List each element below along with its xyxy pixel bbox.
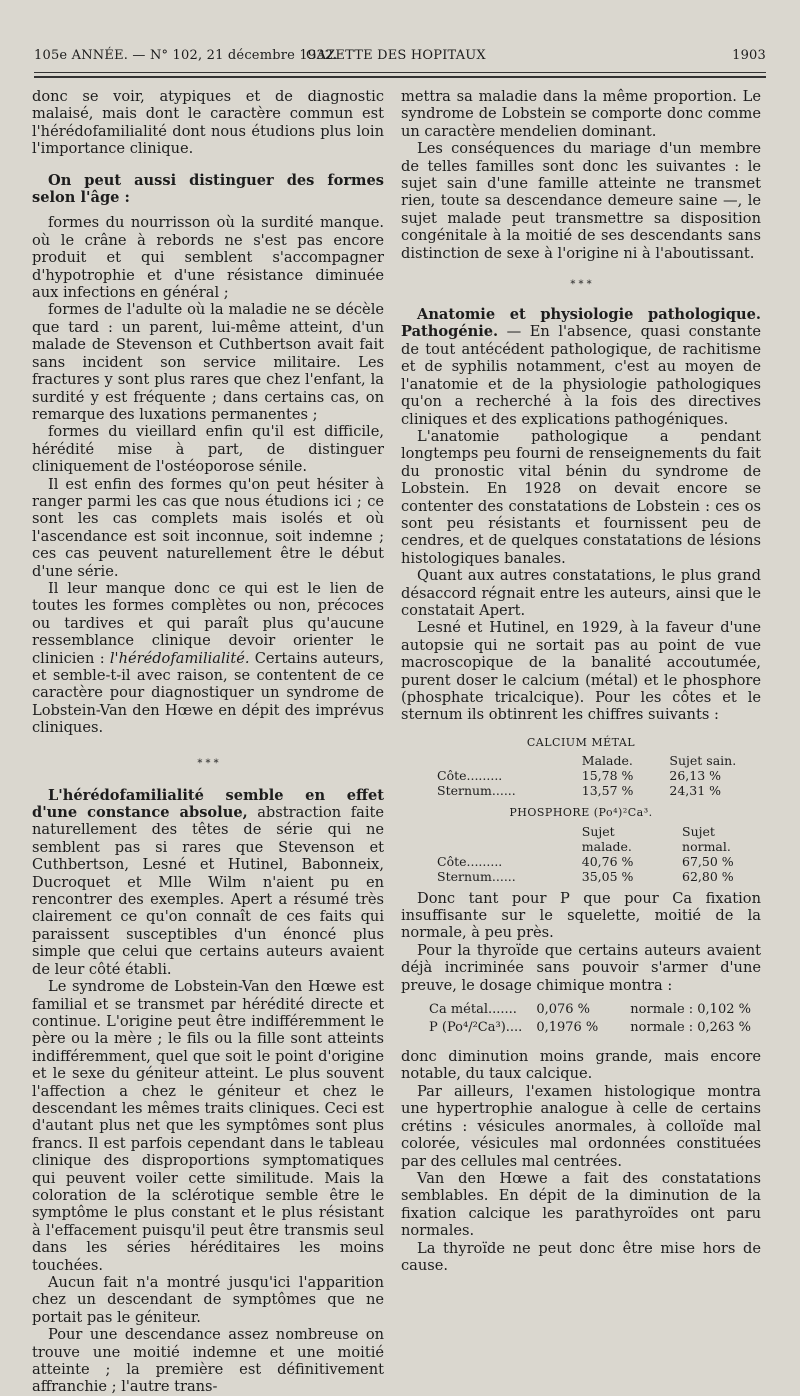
thyroid-table (421, 1000, 759, 1038)
table-row: Sternum...... 35,05 % 62,80 % (437, 868, 734, 884)
paragraph: Pour une descendance assez nombreuse on trouve une moitié indemne et une moitié atteinte ; la première est définitivement affranchie ; l'autre trans- (32, 1326, 384, 1396)
paragraph: Il leur manque donc ce qui est le lien de toutes les formes complètes ou non, précoces ou tardives et qui paraît plus qu'aucune ressemblance clinique devoir orienter le clinicien : l'hérédofamilialité. Certains auteurs, et semble-t-il avec raison, se contentent de ce caractère pour diagnostiquer un syndrome de Lobstein-Van den Hœwe en dépit des imprévus cliniques. (32, 579, 384, 737)
paragraph: Par ailleurs, l'examen histologique montra une hypertrophie analogue à celle de certains crétins : vésicules anormales, à colloïde mal colorée, vésicules mal ordonnées constituées par des cellules mal centrées. (401, 1082, 761, 1170)
left-column (32, 88, 384, 1396)
paragraph: L'anatomie pathologique a pendant longtemps peu fourni de renseignements du fait du pronostic vital bénin du syndrome de Lobstein. En 1928 on devait encore se contenter des constatations de Lobstein : ces os sont peu résistants et fournissent peu de cendres, et de quelques constatations de lésions histologiques banales. (401, 427, 761, 567)
paragraph: Le syndrome de Lobstein-Van den Hœwe est familial et se transmet par hérédité directe et continue. L'origine peut être indifféremment le père ou la mère ; le fils ou la fille sont atteints indifféremment, quel que soit le point d'origine et le sexe du géniteur atteint. Le plus souvent l'affection a chez le géniteur et chez le descendant les mêmes traits cliniques. Ceci est d'autant plus net que les symptômes sont plus francs. Il est parfois cependant dans le tableau clinique des disproportions symptomatiques qui peuvent voiler cette similitude. Mais la coloration de la sclérotique semble être le symptôme le plus constant et le plus résistant à l'effacement puisqu'il peut être transmis seul dans les séries héréditaires les moins touchées. (32, 978, 384, 1274)
table-row: Sternum...... 13,57 % 24,31 % (437, 783, 722, 799)
page-number: 1903 (732, 48, 766, 63)
column-header: Sujet malade. (581, 823, 632, 854)
page-header (34, 48, 766, 70)
paragraph: donc diminution moins grande, mais encore notable, du taux calcique. (401, 1048, 761, 1083)
issue-info: 105e ANNÉE. — N° 102, 21 décembre 1932. (34, 48, 338, 63)
paragraph: Aucun fait n'a montré jusqu'ici l'apparition chez un descendant de symptômes que ne portait pas le géniteur. (32, 1274, 384, 1326)
paragraph: La thyroïde ne peut donc être mise hors de cause. (401, 1239, 761, 1274)
paragraph: Quant aux autres constatations, le plus grand désaccord régnait entre les auteurs, ainsi que le constatait Apert. (401, 567, 761, 619)
table-caption-calcium: CALCIUM MÉTAL (526, 735, 636, 749)
calcium-table (431, 753, 742, 798)
journal-title: GAZETTE DES HOPITAUX (306, 48, 486, 63)
table-row: Côte......... 15,78 % 26,13 % (437, 768, 722, 784)
paragraph: Donc tant pour P que pour Ca fixation insuffisante sur le squelette, moitié de la normale, à peu près. (401, 889, 761, 942)
column-header: Sujet sain. (669, 753, 737, 769)
paragraph: donc se voir, atypiques et de diagnostic malaisé, mais dont le caractère commun est l'hérédofamilialité dont nous étudions plus loin l'importance clinique. (32, 88, 384, 158)
paragraph: Les conséquences du mariage d'un membre de telles familles sont donc les suivantes : le sujet sain d'une famille atteinte ne transmet rien, toute sa descendance demeure saine —, le sujet malade peut transmettre sa disposition congénitale à la moitié de ses descendants sans distinction de sexe à l'origine ni à l'aboutissant. (401, 140, 761, 262)
paragraph: Pour la thyroïde que certains auteurs avaient déjà incriminée sans pouvoir s'armer d'une preuve, le dosage chimique montra : (401, 941, 761, 994)
header-rule-thick (34, 76, 766, 78)
table-row: P (Po⁴/²Ca³).... 0,1976 % normale : 0,263 % (429, 1020, 751, 1036)
section-separator: * * * (197, 757, 219, 769)
table-caption-phosphore: PHOSPHORE (Po⁴)²Ca³. (509, 806, 653, 820)
section-separator: * * * (570, 279, 592, 291)
section-heading-paragraph: Anatomie et physiologie pathologique. Pathogénie. — En l'absence, quasi constante de tout antécédent pathologique, de rachitisme et de syphilis notamment, c'est au moyen de l'anatomie et de la physiologie pathologiques qu'on a recherché à la fois des directives cliniques et des explications pathogéniques. (401, 306, 761, 428)
phosphore-table (431, 824, 761, 884)
paragraph: Il est enfin des formes qu'on peut hésiter à ranger parmi les cas que nous étudions ici ; ce sont les cas complets mais isolés et où l'ascendance est soit inconnue, soit indemne ; ces cas peuvent naturellement être le début d'une série. (32, 475, 384, 580)
section-heading-paragraph: L'hérédofamilialité semble en effet d'une constance absolue, abstraction faite naturellement des têtes de série qui ne semblent pas si rares que Stevenson et Cuthbertson, Lesné et Hutinel, Babonneix, Ducroquet et Mlle Wilm n'aient pu en rencontrer des exemples. Apert a résumé très clairement ce qu'on connaît de ces faits qui paraissent susceptibles d'un énoncé plus simple que celui que certains auteurs avaient de leur côté établi. (32, 786, 384, 978)
paragraph: formes du vieillard enfin qu'il est difficile, hérédité mise à part, de distinguer cliniquement de l'ostéoporose sénile. (32, 423, 384, 476)
paragraph: Lesné et Hutinel, en 1929, à la faveur d'une autopsie qui ne sortait pas au point de vue macroscopique de la banalité accoutumée, purent doser le calcium (métal) et le phosphore (phosphate tricalcique). Pour les côtes et le sternum ils obtinrent les chiffres suivants : (401, 619, 761, 724)
section-lead: On peut aussi distinguer des formes selon l'âge : (32, 171, 384, 207)
column-header: Malade. (581, 753, 633, 769)
table-row: Ca métal....... 0,076 % normale : 0,102 % (429, 1002, 751, 1018)
paragraph: formes de l'adulte où la maladie ne se décèle que tard : un parent, lui-même atteint, d'un malade de Stevenson et Cuthbertson avait fait sans incident son service militaire. Les fractures y sont plus rares que chez l'enfant, la surdité y est fréquente ; dans certains cas, on remarque des luxations permanentes ; (32, 301, 384, 423)
column-header: Sujet normal. (682, 823, 731, 854)
paragraph: formes du nourrisson où la surdité manque. où le crâne à rebords ne s'est pas encore produit et qui semblent s'accompagner d'hypotrophie et d'une résistance diminuée aux infections en général ; (32, 214, 384, 302)
paragraph: mettra sa maladie dans la même proportion. Le syndrome de Lobstein se comporte donc comme un caractère mendelien dominant. (401, 88, 761, 140)
paragraph: Van den Hœwe a fait des constatations semblables. En dépit de la diminution de la fixation calcique les parathyroïdes ont paru normales. (401, 1169, 761, 1240)
header-rule (34, 72, 766, 73)
table-row: Côte......... 40,76 % 67,50 % (437, 853, 734, 869)
right-column (401, 88, 761, 1274)
